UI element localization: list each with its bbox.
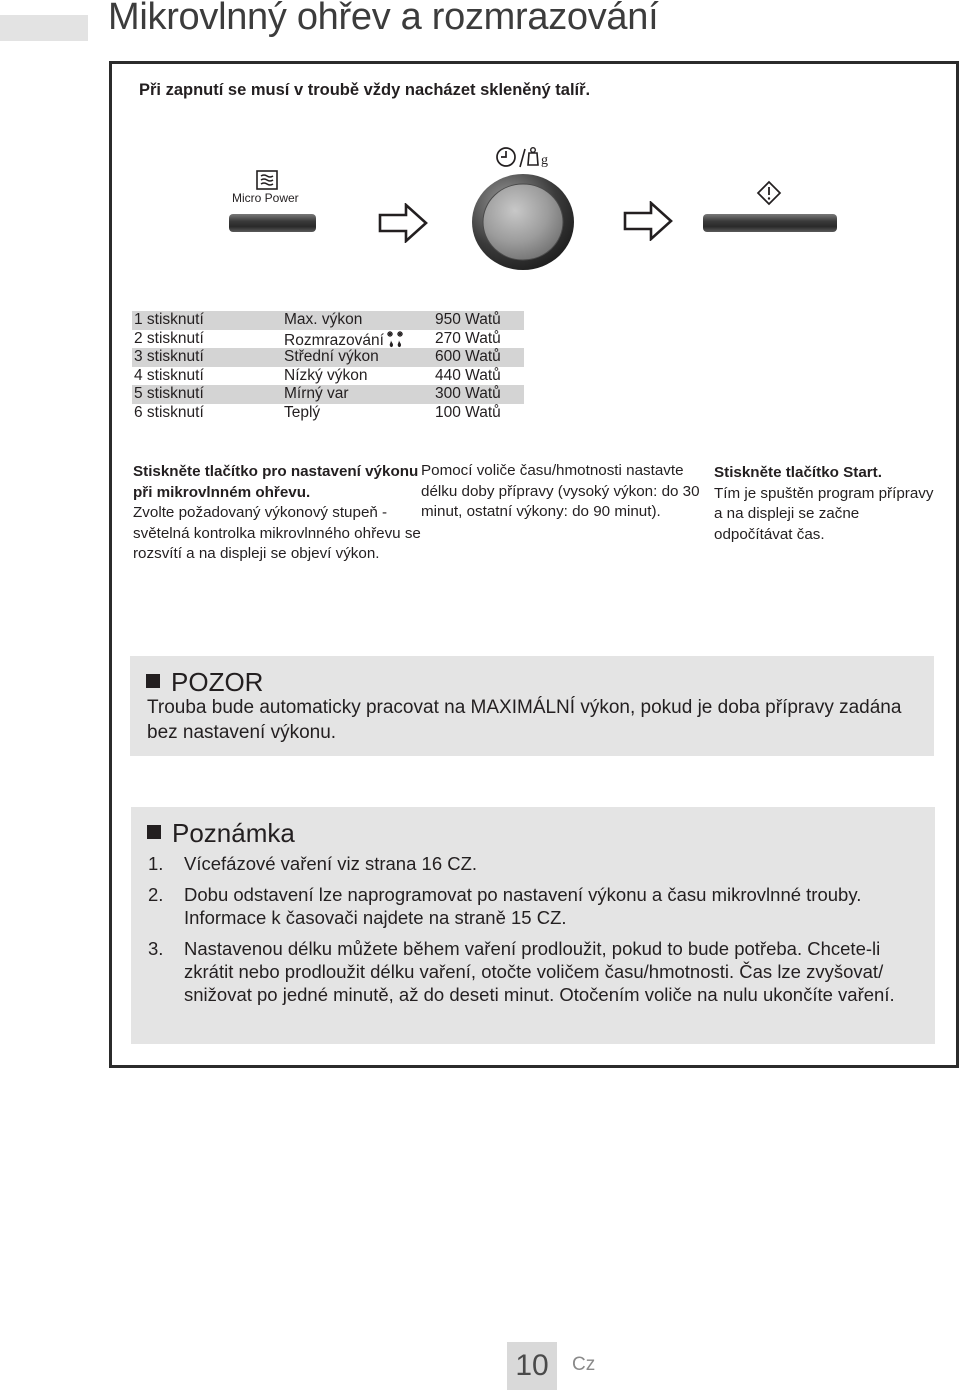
header-tab-bar	[0, 15, 88, 41]
step-3-text	[714, 463, 934, 545]
micro-power-button[interactable]	[229, 214, 316, 232]
table-row	[132, 385, 524, 404]
presses-cell: 1 stisknutí	[134, 311, 204, 328]
mode-cell: Max. výkon	[284, 311, 363, 328]
list-number: 3.	[148, 938, 164, 959]
start-diamond-icon	[756, 180, 782, 206]
step-2-body: Pomocí voliče času/hmotnosti nastavte délku doby přípravy (vysoký výkon: do 30 minut, ostatní výkony: do 90 minut).	[421, 462, 700, 521]
mode-cell: Střední výkon	[284, 348, 379, 365]
mode-text: Rozmrazování	[284, 331, 384, 349]
presses-cell: 4 stisknutí	[134, 366, 204, 384]
page-title: Mikrovlnný ohřev a rozmrazování	[108, 0, 659, 38]
list-number: 1.	[148, 853, 164, 874]
step-3-heading: Stiskněte tlačítko Start.	[714, 464, 882, 481]
power-cell: 100 Watů	[435, 403, 501, 421]
table-row	[132, 404, 524, 423]
list-text: Nastavenou délku můžete během vaření prodloužit, pokud to bude potřeba. Chcete-li zkrátit nebo prodloužit délku vaření, otočte voličem času/hmotnosti. Čas lze zvyšovat/ snižovat po jedné minutě, až do deseti minut. Otočením voliče na nulu ukončíte vaření.	[184, 938, 895, 1005]
caution-box	[130, 656, 934, 756]
step-2-text	[421, 461, 701, 523]
svg-text:g: g	[541, 153, 548, 168]
step-3-body: Tím je spuštěn program přípravy a na displeji se začne odpočítávat čas.	[714, 484, 934, 543]
page-number: 10	[507, 1342, 557, 1390]
note-box	[131, 807, 935, 1044]
right-arrow-icon	[378, 203, 428, 243]
table-row	[132, 330, 524, 349]
presses-cell: 2 stisknutí	[134, 329, 204, 347]
presses-cell: 6 stisknutí	[134, 403, 204, 421]
microwave-waves-icon	[256, 170, 278, 190]
list-item	[148, 937, 928, 1006]
list-item	[148, 883, 928, 929]
table-row	[132, 311, 524, 330]
power-cell: 950 Watů	[435, 311, 501, 328]
presses-cell: 3 stisknutí	[134, 348, 204, 365]
time-weight-knob[interactable]	[470, 172, 576, 272]
power-cell: 300 Watů	[435, 385, 501, 402]
step-1-heading: Stiskněte tlačítko pro nastavení výkonu při mikrovlnném ohřevu.	[133, 463, 419, 501]
defrost-icon	[386, 330, 404, 348]
clock-weight-icon	[494, 145, 554, 171]
list-number: 2.	[148, 884, 164, 905]
presses-cell: 5 stisknutí	[134, 385, 204, 402]
power-level-table	[132, 311, 524, 422]
caution-text: Trouba bude automaticky pracovat na MAXIMÁLNÍ výkon, pokud je doba přípravy zadána bez nastavení výkonu.	[147, 697, 902, 743]
mode-cell: Nízký výkon	[284, 366, 368, 384]
note-list	[148, 852, 928, 1014]
table-row	[132, 367, 524, 386]
power-cell: 440 Watů	[435, 366, 501, 384]
start-button[interactable]	[703, 214, 837, 232]
list-item	[148, 852, 928, 875]
mode-cell: Mírný var	[284, 385, 349, 402]
step-1-text	[133, 462, 423, 565]
power-cell: 600 Watů	[435, 348, 501, 365]
list-text: Vícefázové vaření viz strana 16 CZ.	[184, 853, 478, 874]
mode-cell	[284, 330, 404, 351]
note-heading: Poznámka	[147, 818, 295, 849]
mode-cell: Teplý	[284, 403, 321, 421]
table-row	[132, 348, 524, 367]
right-arrow-icon	[623, 201, 673, 241]
power-cell: 270 Watů	[435, 329, 501, 347]
caution-heading: POZOR	[146, 667, 263, 698]
warning-line: Při zapnutí se musí v troubě vždy nacházet skleněný talíř.	[139, 81, 591, 99]
micro-power-label: Micro Power	[232, 191, 299, 205]
list-text: Dobu odstavení lze naprogramovat po nastavení výkonu a času mikrovlnné trouby. Informace k časovači najdete na straně 15 CZ.	[184, 884, 862, 928]
page-language: Cz	[572, 1354, 596, 1375]
step-1-body: Zvolte požadovaný výkonový stupeň - světelná kontrolka mikrovlnného ohřevu se rozsvítí a na displeji se objeví výkon.	[133, 504, 421, 563]
